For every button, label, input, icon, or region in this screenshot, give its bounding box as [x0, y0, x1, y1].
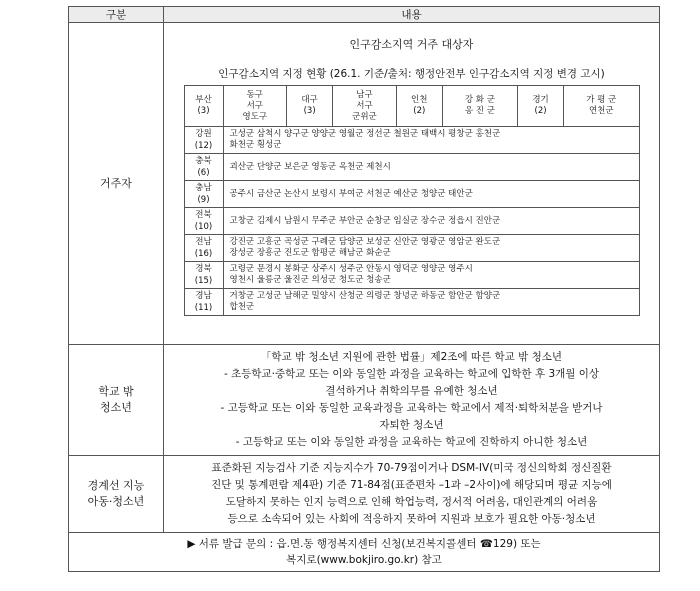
region-top-row — [184, 86, 639, 127]
footer-row — [69, 533, 660, 572]
borderline-label: 경계선 지능 아동·청소년 — [69, 456, 164, 533]
province-cities: 고성군 삼척시 양구군 양양군 영월군 정선군 철원군 태백시 평창군 홍천군 화천군 횡성군 — [223, 127, 639, 154]
region-busan: 부산 (3) — [184, 86, 223, 127]
province-cities: 고창군 김제시 남원시 무주군 부안군 순창군 임실군 장수군 정읍시 진안군 — [223, 208, 639, 235]
province-cities: 거창군 고성군 남해군 밀양시 산청군 의령군 창녕군 하동군 함안군 함양군 합천군 — [223, 289, 639, 316]
province-row — [184, 208, 639, 235]
borderline-row — [69, 456, 660, 533]
province-name: 경남 (11) — [184, 289, 223, 316]
residents-row — [69, 23, 660, 345]
province-name: 강원 (12) — [184, 127, 223, 154]
region-gyeonggi: 경기 (2) — [518, 86, 564, 127]
residents-title: 인구감소지역 거주 대상자 — [349, 38, 474, 51]
province-cities: 괴산군 단양군 보은군 영동군 옥천군 제천시 — [223, 154, 639, 181]
text-line: 등으로 소속되어 있는 사회에 적응하지 못하여 지원과 보호가 필요한 아동·청소년 — [227, 513, 596, 525]
region-busan-cities: 동구 서구 영도구 — [223, 86, 287, 127]
province-name: 전남 (16) — [184, 235, 223, 262]
borderline-content — [164, 456, 660, 533]
region-incheon: 인천 (2) — [396, 86, 442, 127]
province-cities: 강진군 고흥군 곡성군 구례군 담양군 보성군 신안군 영광군 영암군 완도군 장성군 장흥군 진도군 함평군 해남군 화순군 — [223, 235, 639, 262]
region-incheon-cities: 강 화 군 옹 진 군 — [442, 86, 517, 127]
region-daegu: 대구 (3) — [287, 86, 333, 127]
text-line: 「학교 밖 청소년 지원에 관한 법률」제2조에 따른 학교 밖 청소년 — [260, 351, 563, 363]
province-name: 경북 (15) — [184, 262, 223, 289]
eligibility-table — [68, 6, 660, 572]
table-header-row — [69, 7, 660, 23]
province-row — [184, 154, 639, 181]
province-row — [184, 235, 639, 262]
residents-label: 거주자 — [69, 23, 164, 345]
residents-subtitle: 인구감소지역 지정 현황 (26.1. 기준/출처: 행정안전부 인구감소지역 지정 변경 고시) — [218, 68, 605, 80]
province-name: 충남 (9) — [184, 181, 223, 208]
province-cities: 고령군 문경시 봉화군 상주시 성주군 안동시 영덕군 영양군 영주시 영천시 울릉군 울진군 의성군 청도군 청송군 — [223, 262, 639, 289]
province-row — [184, 127, 639, 154]
out-of-school-label: 학교 밖 청소년 — [69, 345, 164, 456]
text-line: - 초등학교·중학교 또는 이와 동일한 과정을 교육하는 학교에 입학한 후 3개월 이상 — [223, 368, 600, 380]
header-content: 내용 — [164, 7, 660, 23]
province-row — [184, 289, 639, 316]
region-daegu-cities: 남구 서구 군위군 — [333, 86, 397, 127]
footer-line: 복지로(www.bokjiro.go.kr) 참고 — [286, 554, 442, 566]
text-line: - 고등학교 또는 이와 동일한 교육과정을 교육하는 학교에서 제적·퇴학처분을 받거나 — [220, 402, 603, 414]
out-of-school-row — [69, 345, 660, 456]
text-line: 진단 및 통계편람 제4판) 기준 71-84점(표준편차 –1과 –2사이)에 해당되며 평균 지능에 — [211, 479, 612, 491]
region-table — [184, 85, 640, 316]
province-cities: 공주시 금산군 논산시 보령시 부여군 서천군 예산군 청양군 태안군 — [223, 181, 639, 208]
out-of-school-content — [164, 345, 660, 456]
header-category: 구분 — [69, 7, 164, 23]
province-name: 충북 (6) — [184, 154, 223, 181]
footer-note — [69, 533, 660, 572]
footer-line: ▶ 서류 발급 문의 : 읍.면.동 행정복지센터 신청(보건복지콜센터 ☎129) 또는 — [187, 538, 541, 550]
residents-content — [164, 23, 660, 345]
text-line: 표준화된 지능검사 기준 지능지수가 70-79점이거나 DSM-IV(미국 정신의학회 정신질환 — [211, 462, 612, 474]
text-line: - 고등학교 또는 이와 동일한 과정을 교육하는 학교에 진학하지 아니한 청소년 — [235, 436, 588, 448]
text-line: 결석하거나 취학의무를 유예한 청소년 — [325, 385, 498, 397]
province-row — [184, 262, 639, 289]
province-name: 전북 (10) — [184, 208, 223, 235]
region-gyeonggi-cities: 가 평 군 연천군 — [564, 86, 639, 127]
province-row — [184, 181, 639, 208]
text-line: 도달하지 못하는 인지 능력으로 인해 학업능력, 정서적 어려움, 대인관계의 어려움 — [225, 496, 598, 508]
text-line: 자퇴한 청소년 — [379, 419, 444, 431]
